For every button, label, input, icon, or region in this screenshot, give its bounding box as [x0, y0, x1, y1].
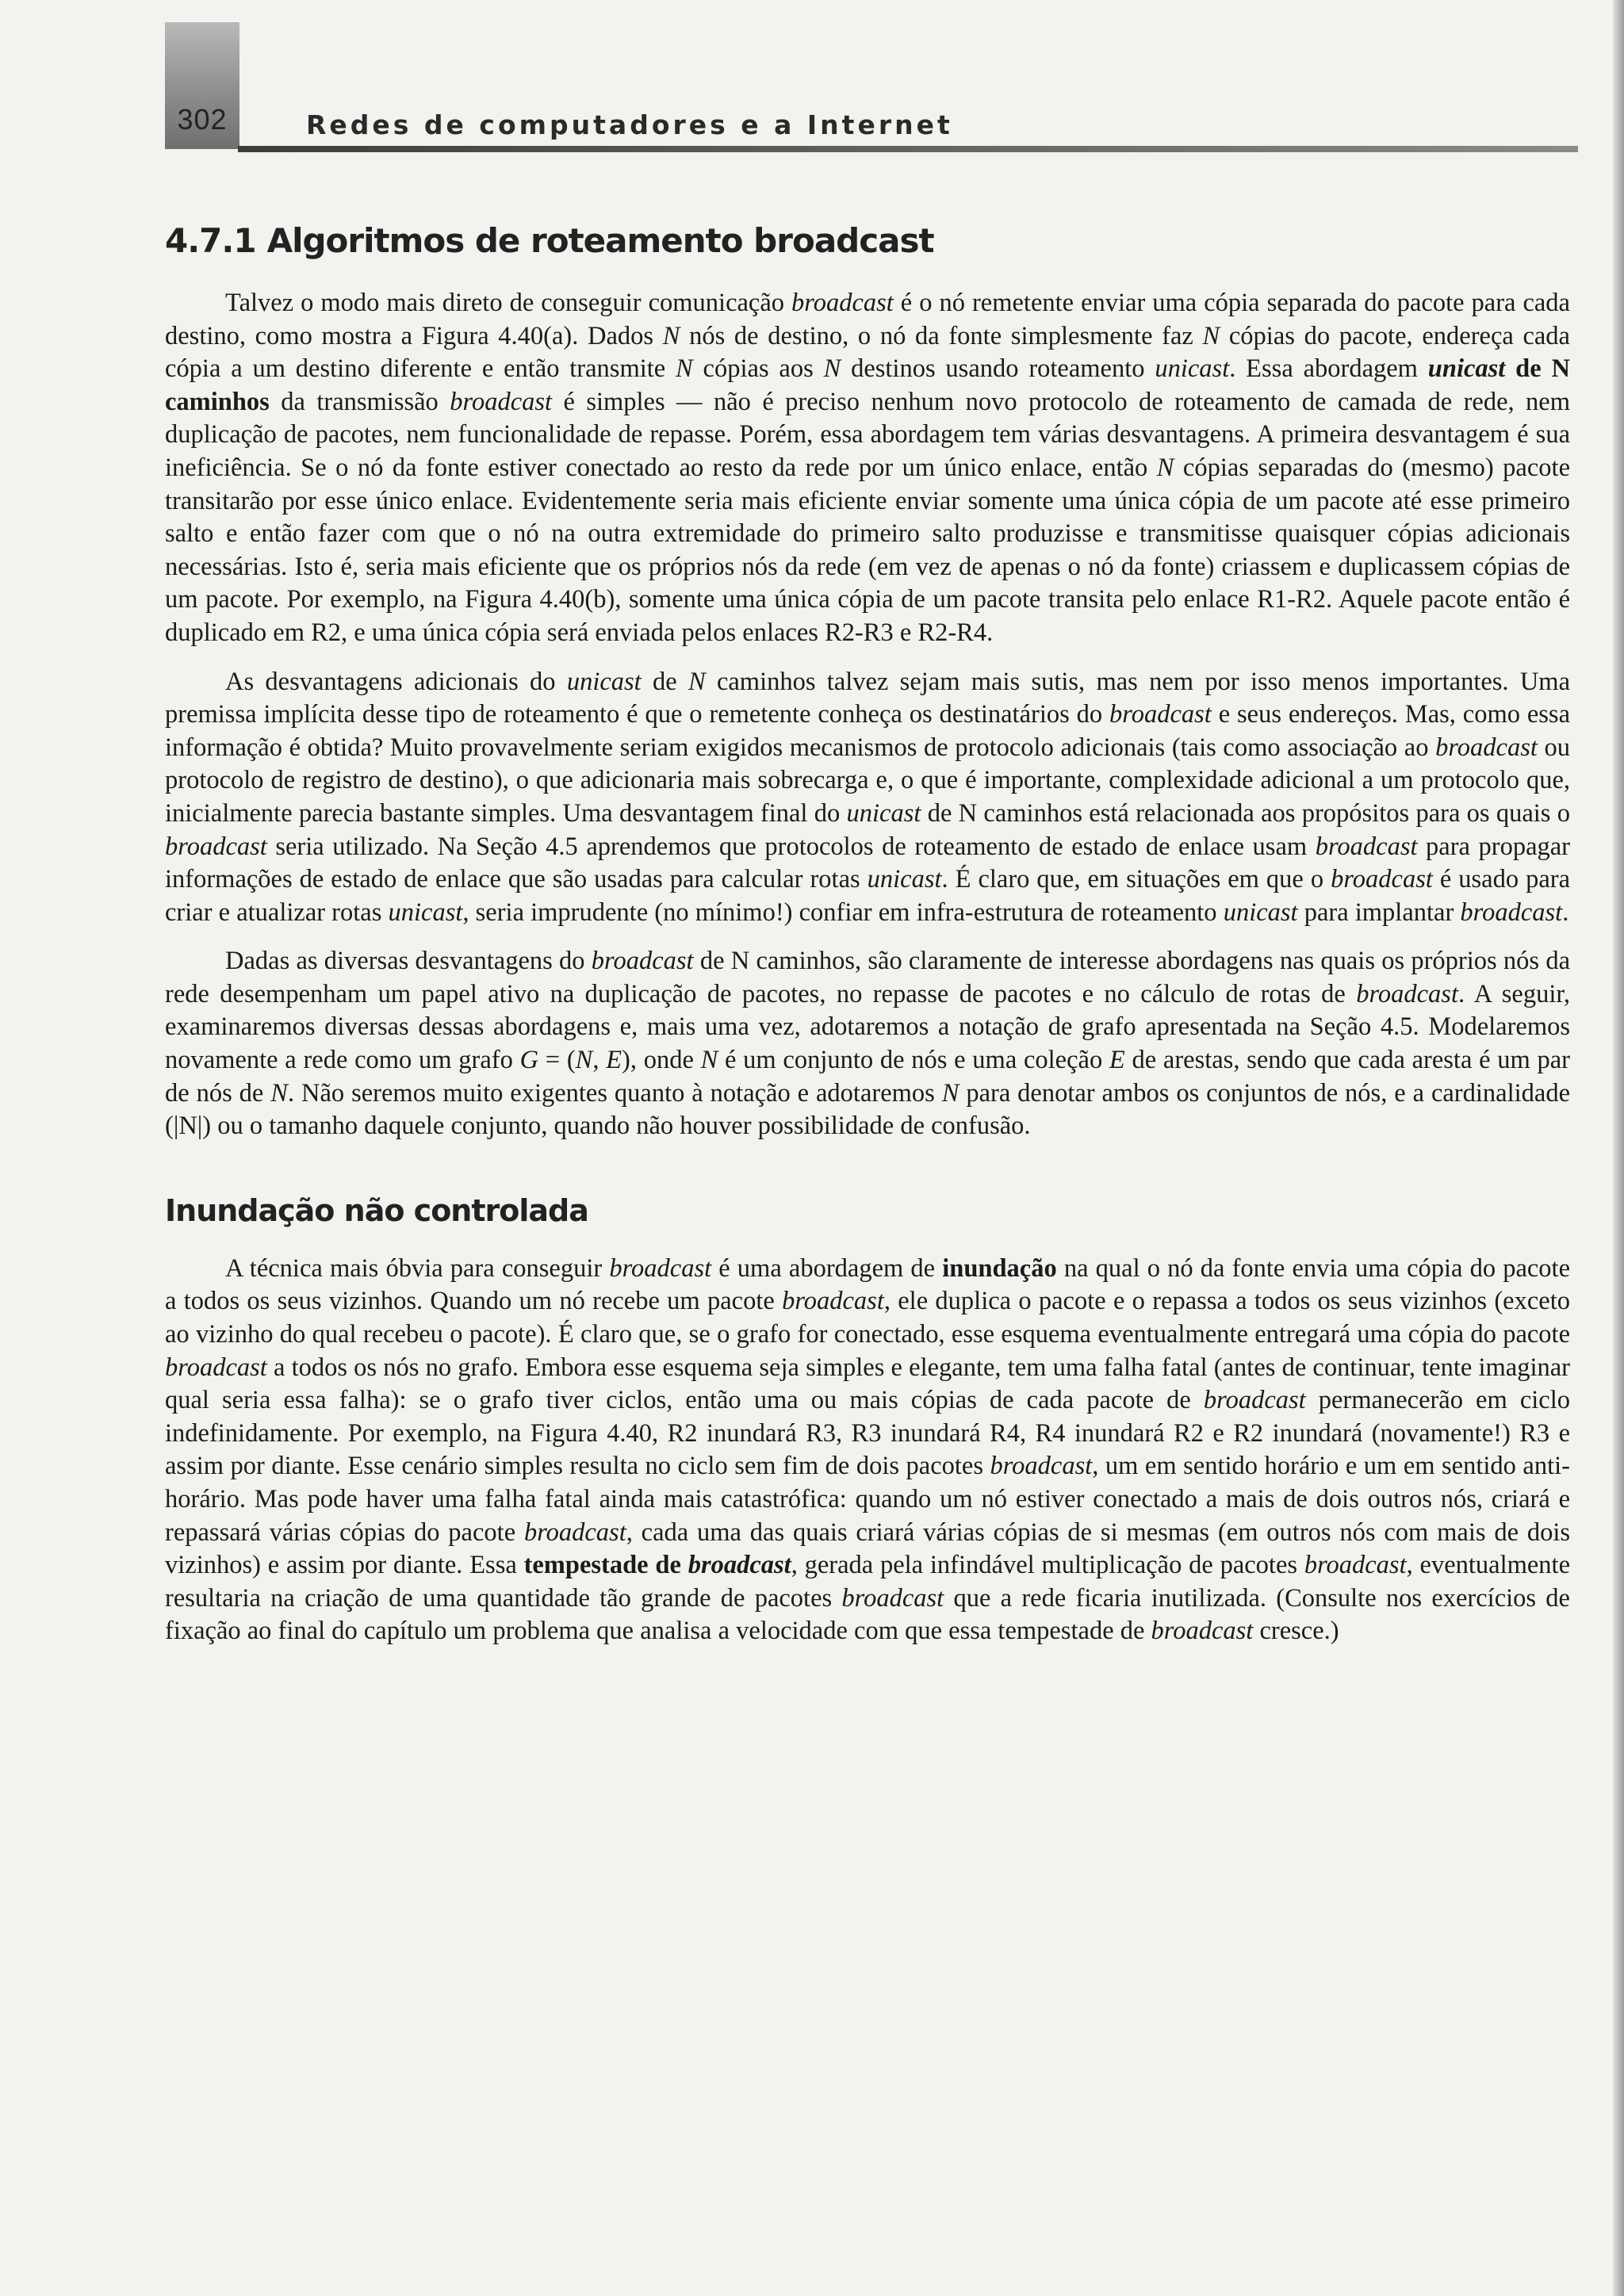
- emphasis-run: broadcast: [591, 947, 694, 976]
- emphasis-run: broadcast: [165, 832, 267, 861]
- text-run: de arestas, sendo que cada aresta é um par de nós de: [165, 1046, 1570, 1108]
- text-run: ,: [592, 1046, 607, 1075]
- text-run: , seria imprudente (no mínimo!) confiar em infra-estrutura de roteamento: [462, 897, 1224, 927]
- emphasis-run: N: [676, 354, 693, 384]
- emphasis-run: broadcast: [1304, 1551, 1407, 1580]
- emphasis-run: broadcast: [1356, 979, 1458, 1008]
- emphasis-run: tempestade de: [523, 1551, 688, 1580]
- text-run: nós de destino, o nó da fonte simplesmente faz: [680, 321, 1203, 350]
- text-run: . É claro que, em situações em que o: [941, 865, 1331, 894]
- text-run: cópias separadas do (mesmo) pacote transitarão por esse único enlace. Evidentemente seria mais eficiente enviar somente uma única cópia de um pacote até esse primeiro salto e então fazer com que o nó na outra extremidade do primeiro salto produzisse e transmitisse quaisquer cópias adicionais necessárias. Isto é, seria mais eficiente que os próprios nós da rede (em vez de apenas o nó da fonte) criassem e duplicassem cópias de um pacote. Por exemplo, na Figura 4.40(b), somente uma única cópia de um pacote transita pelo enlace R1-R2. Aquele pacote então é duplicado em R2, e uma única cópia será enviada pelos enlaces R2-R3 e R2-R4.: [165, 453, 1570, 647]
- text-run: cópias do pacote, endereça cada cópia a um destino diferente e então transmite: [165, 321, 1570, 384]
- section-heading: [165, 219, 1570, 263]
- section-title: Algoritmos de roteamento broadcast: [266, 221, 934, 260]
- emphasis-run: N: [575, 1046, 593, 1075]
- emphasis-run: broadcast: [1315, 832, 1418, 861]
- text-run: . Não seremos muito exigentes quanto à notação e adotaremos: [287, 1078, 942, 1108]
- text-run: . Essa abordagem: [1229, 354, 1428, 384]
- text-run: As desvantagens adicionais do: [225, 667, 567, 696]
- text-run: é simples — não é preciso nenhum novo protocolo de roteamento de camada de rede, nem duplicação de pacotes, nem funcionalidade de repasse. Porém, essa abordagem tem várias desvantagens. A primeira desvantagem é sua ineficiência. Se o nó da fonte estiver conectado ao resto da rede por um único enlace, então: [165, 387, 1571, 482]
- emphasis-run: N: [1156, 453, 1174, 482]
- text-run: , gerada pela infindável multiplicação de pacotes: [791, 1551, 1304, 1580]
- text-run: cópias aos: [692, 354, 824, 384]
- emphasis-run: broadcast: [1331, 865, 1433, 894]
- text-run: e seus endereços. Mas, como essa informação é obtida? Muito provavelmente seriam exigidos mecanismos de protocolo adicionais (tais como associação ao: [165, 700, 1570, 762]
- text-run: = (: [538, 1046, 576, 1075]
- emphasis-run: broadcast: [1435, 733, 1538, 762]
- text-run: a todos os nós no grafo. Embora esse esquema seja simples e elegante, tem uma falha fatal (antes de continuar, tente imaginar qual seria essa falha): se o grafo tiver ciclos, então uma ou mais cópias de cada pacote de: [165, 1353, 1570, 1415]
- text-run: é usado para criar e atualizar rotas: [165, 865, 1570, 927]
- text-run: Talvez o modo mais direto de conseguir comunicação: [225, 289, 792, 317]
- page-number: 302: [177, 103, 228, 136]
- text-run: , ele duplica o pacote e o repassa a todos os seus vizinhos (exceto ao vizinho do qual recebeu o pacote). É claro que, se o grafo for conectado, esse esquema eventualmente entregará uma cópia do pacote: [165, 1287, 1570, 1349]
- emphasis-run: broadcast: [1460, 897, 1563, 927]
- emphasis-run: N: [700, 1046, 718, 1075]
- text-run: seria utilizado. Na Seção 4.5 aprendemos que protocolos de roteamento de estado de enlace usam: [266, 832, 1316, 861]
- emphasis-run: N: [941, 1078, 959, 1108]
- emphasis-run: unicast: [1155, 354, 1230, 384]
- emphasis-run: broadcast: [450, 387, 553, 416]
- text-run: destinos usando roteamento: [841, 354, 1155, 384]
- emphasis-run: broadcast: [165, 1353, 267, 1382]
- emphasis-run: unicast: [566, 667, 642, 696]
- text-run: Dadas as diversas desvantagens do: [225, 947, 592, 976]
- page-body: [165, 219, 1570, 1664]
- text-run: , cada uma das quais criará várias cópias de si mesmas (em outros nós com mais de dois vizinhos) e assim por diante. Essa: [165, 1517, 1570, 1580]
- emphasis-run: unicast: [388, 897, 463, 927]
- text-run: A técnica mais óbvia para conseguir: [225, 1253, 610, 1283]
- text-run: é o nó remetente enviar uma cópia separada do pacote para cada destino, como mostra a Figura 4.40(a). Dados: [165, 289, 1570, 350]
- emphasis-run: unicast: [1223, 897, 1298, 927]
- paragraph: [165, 1253, 1570, 1648]
- emphasis-run: broadcast: [791, 289, 894, 317]
- text-run: é uma abordagem de: [711, 1253, 943, 1283]
- emphasis-run: unicast: [867, 865, 942, 894]
- text-run: para denotar ambos os conjuntos de nós, e a cardinalidade (|N|) ou o tamanho daquele conjunto, quando não houver possibilidade de confusão.: [165, 1078, 1570, 1141]
- subsection-heading: Inundação não controlada: [165, 1192, 588, 1228]
- text-run: ), onde: [622, 1046, 701, 1075]
- emphasis-run: de N caminhos: [165, 354, 1570, 416]
- emphasis-run: E: [1109, 1046, 1125, 1075]
- text-run: para implantar: [1297, 897, 1461, 927]
- emphasis-run: G: [519, 1046, 539, 1075]
- emphasis-run: N: [823, 354, 841, 384]
- emphasis-run: E: [606, 1046, 622, 1075]
- emphasis-run: unicast: [1427, 354, 1506, 384]
- text-run: caminhos talvez sejam mais sutis, mas nem por isso menos importantes. Uma premissa implícita desse tipo de roteamento é que o remetente conheça os destinatários do: [165, 667, 1571, 729]
- text-run: .: [1562, 897, 1569, 927]
- section-number: 4.7.1: [165, 221, 256, 260]
- emphasis-run: N: [270, 1078, 288, 1108]
- text-run: é um conjunto de nós e uma coleção: [718, 1046, 1109, 1075]
- emphasis-run: broadcast: [990, 1452, 1093, 1481]
- page-number-tab: [165, 22, 239, 149]
- emphasis-run: inundação: [942, 1253, 1057, 1283]
- page-header: [0, 0, 1578, 159]
- emphasis-run: broadcast: [523, 1517, 626, 1547]
- text-run: . A seguir, examinaremos diversas dessas abordagens e, mais uma vez, adotaremos a notação de grafo apresentada na Seção 4.5. Modelaremos novamente a rede como um grafo: [165, 979, 1571, 1075]
- paragraph: [165, 945, 1570, 1143]
- text-run: cresce.): [1253, 1617, 1339, 1646]
- emphasis-run: broadcast: [1203, 1386, 1306, 1415]
- text-run: de N caminhos está relacionada aos propósitos para os quais o: [921, 798, 1570, 828]
- paragraph: [165, 287, 1570, 650]
- emphasis-run: N: [688, 667, 706, 696]
- text-run: de: [641, 667, 688, 696]
- text-run: ou protocolo de registro de destino), o que adicionaria mais sobrecarga e, o que é importante, complexidade adicional a um protocolo que, inicialmente parecia bastante simples. Uma desvantagem final do: [165, 733, 1570, 828]
- text-run: , um em sentido horário e um em sentido anti-horário. Mas pode haver uma falha fatal ainda mais catastrófica: quando um nó estiver conectado a mais de dois outros nós, criará e repassará várias cópias do pacote: [165, 1452, 1570, 1547]
- text-run: da transmissão: [269, 387, 450, 416]
- text-run: na qual o nó da fonte envia uma cópia do pacote a todos os seus vizinhos. Quando um nó recebe um pacote: [165, 1253, 1571, 1316]
- scan-edge-shadow: [1613, 0, 1624, 2296]
- emphasis-run: unicast: [846, 798, 921, 828]
- emphasis-run: broadcast: [609, 1253, 712, 1283]
- emphasis-run: broadcast: [1109, 700, 1212, 729]
- running-title: Redes de computadores e a Internet: [306, 109, 953, 140]
- header-rule: [238, 146, 1578, 152]
- emphasis-run: broadcast: [1151, 1617, 1254, 1646]
- emphasis-run: N: [662, 321, 680, 350]
- text-run: , eventualmente resultaria na criação de uma quantidade tão grande de pacotes: [165, 1551, 1571, 1613]
- text-run: que a rede ficaria inutilizada. (Consulte nos exercícios de fixação ao final do capítulo um problema que analisa a velocidade com que essa tempestade de: [165, 1583, 1570, 1646]
- text-run: permanecerão em ciclo indefinidamente. Por exemplo, na Figura 4.40, R2 inundará R3, R3 inundará R4, R4 inundará R2 e R2 inundará (novamente!) R3 e assim por diante. Esse cenário simples resulta no ciclo sem fim de dois pacotes: [165, 1386, 1570, 1481]
- text-run: de N caminhos, são claramente de interesse abordagens nas quais os próprios nós da rede desempenham um papel ativo na duplicação de pacotes, no repasse de pacotes e no cálculo de rotas de: [165, 947, 1570, 1008]
- paragraph: [165, 666, 1570, 930]
- text-run: para propagar informações de estado de enlace que são usadas para calcular rotas: [165, 832, 1570, 894]
- emphasis-run: broadcast: [782, 1287, 884, 1316]
- emphasis-run: N: [1202, 321, 1220, 350]
- emphasis-run: broadcast: [688, 1551, 791, 1580]
- emphasis-run: broadcast: [841, 1583, 944, 1613]
